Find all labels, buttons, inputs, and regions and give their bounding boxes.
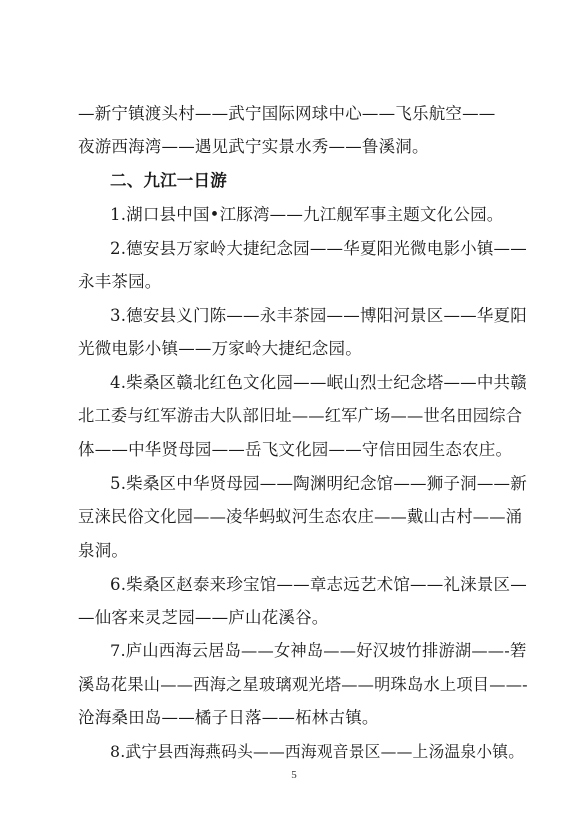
item-2-line-1: 2.德安县万家岭大捷纪念园——华夏阳光微电影小镇——: [110, 239, 527, 258]
item-7-line-3: 沧海桑田岛——橘子日落——柘林古镇。: [78, 708, 379, 727]
page-number: 5: [291, 769, 297, 781]
intro-line-1: —新宁镇渡头村——武宁国际网球中心——飞乐航空——: [78, 104, 496, 123]
item-1-line-1: 1.湖口县中国•江豚湾——九江舰军事主题文化公园。: [110, 205, 504, 224]
item-7-line-2: 溪岛花果山——西海之星玻璃观光塔——明珠岛水上项目——-: [78, 675, 528, 694]
item-7-line-1: 7.庐山西海云居岛——女神岛——好汉坡竹排游湖——-箬: [110, 641, 527, 660]
item-3-line-2: 光微电影小镇——万家岭大捷纪念园。: [78, 339, 362, 358]
item-5-line-3: 泉洞。: [78, 541, 129, 560]
item-5-line-2: 豆涞民俗文化园——凌华蚂蚁河生态农庄——戴山古村——涌: [78, 507, 523, 526]
item-4-line-3: 体——中华贤母园——岳飞文化园——守信田园生态农庄。: [78, 440, 513, 459]
section-heading: 二、九江一日游: [110, 171, 227, 190]
intro-line-2: 夜游西海湾——遇见武宁实景水秀——鲁溪洞。: [78, 137, 429, 156]
item-8-line-1: 8.武宁县西海燕码头——西海观音景区——上汤温泉小镇。: [110, 742, 525, 761]
item-6-line-1: 6.柴桑区赵泰来珍宝馆——章志远艺术馆——礼涞景区—: [110, 575, 527, 594]
item-4-line-1: 4.柴桑区赣北红色文化园——岷山烈士纪念塔——中共赣: [110, 373, 527, 392]
item-6-line-2: —仙客来灵芝园——庐山花溪谷。: [78, 608, 329, 627]
item-4-line-2: 北工委与红军游击大队部旧址——红军广场——世名田园综合: [78, 406, 523, 425]
item-5-line-1: 5.柴桑区中华贤母园——陶渊明纪念馆——狮子洞——新: [110, 474, 527, 493]
item-3-line-1: 3.德安县义门陈——永丰茶园——博阳河景区——华夏阳: [110, 306, 527, 325]
item-2-line-2: 永丰茶园。: [78, 272, 162, 291]
